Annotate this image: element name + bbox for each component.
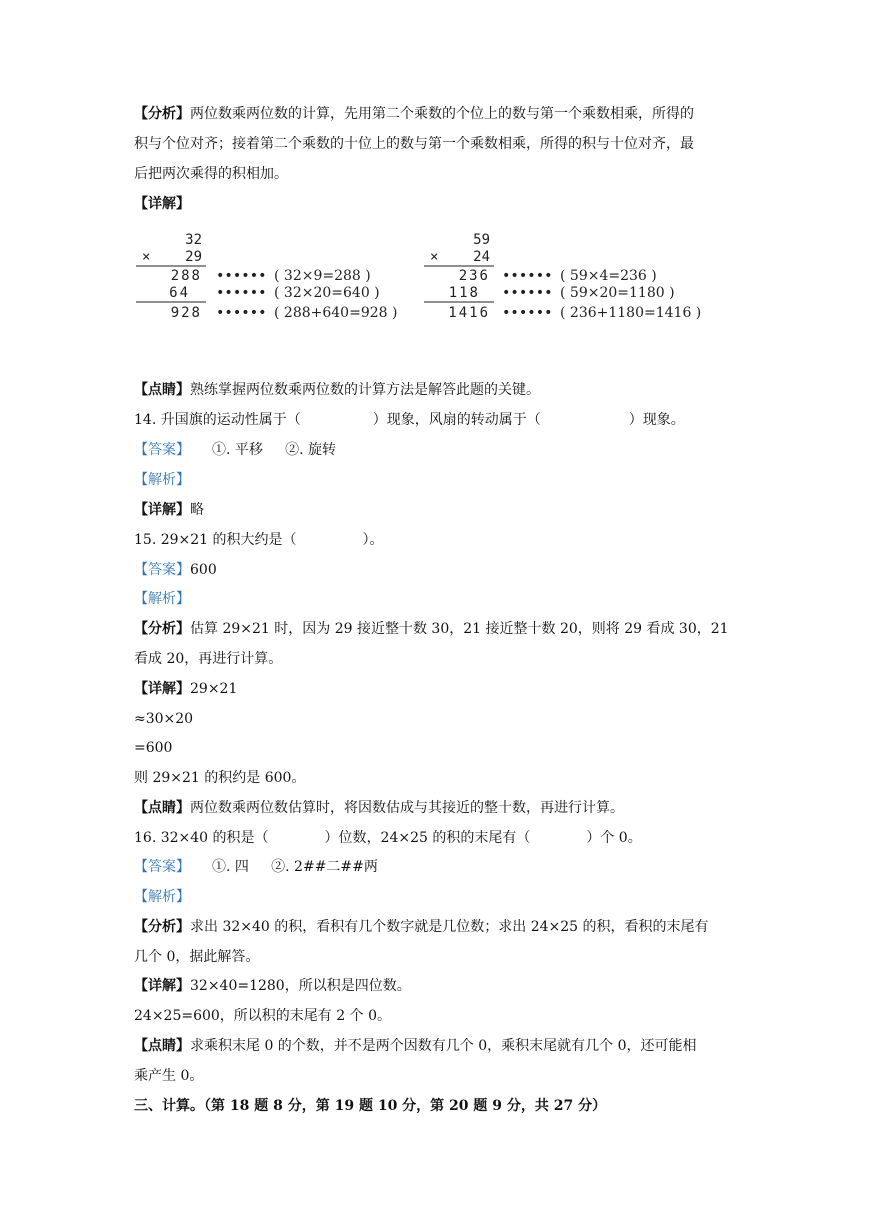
calc2-sign: ×	[430, 249, 439, 265]
calc1-dots-1: ••••••	[216, 268, 267, 284]
point-tag: 【点睛】	[134, 1038, 190, 1054]
q15-text-a: 15. 29×21 的积大约是（	[134, 532, 297, 548]
q14-answer: ①. 平移 ②. 旋转	[212, 442, 337, 458]
answer-tag: 【答案】	[134, 859, 190, 875]
detail-tag: 【详解】	[134, 978, 190, 994]
q16-analysis-tag: 【解析】	[134, 889, 190, 905]
q16-detail-line-1	[134, 976, 411, 996]
q14-analysis-tag: 【解析】	[134, 472, 190, 488]
analysis-line-2: 积与个位对齐；接着第二个乘数的十位上的数与第一个乘数相乘，所得的积与十位对齐，最	[134, 136, 694, 152]
q15-analysis-tag: 【解析】	[134, 591, 190, 607]
calc1-dots-2: ••••••	[216, 285, 267, 301]
analysis-line-3: 后把两次乘得的积相加。	[134, 166, 288, 182]
question-16	[134, 828, 642, 848]
fenxi-tag: 【分析】	[134, 919, 190, 935]
analysis-tag: 【分析】	[134, 106, 190, 122]
q14-answer-line	[134, 440, 336, 460]
detail-tag: 【详解】	[134, 196, 190, 212]
answer-tag: 【答案】	[134, 562, 190, 578]
q16-point-line-2: 乘产生 0。	[134, 1068, 204, 1084]
calc1-top: 32	[185, 232, 202, 248]
question-14	[134, 410, 685, 430]
vertical-multiplication-figure	[134, 224, 734, 334]
calc1-partial-2: 64	[169, 285, 190, 301]
q16-detail-line-2: 24×25=600，所以积的末尾有 2 个 0。	[134, 1008, 391, 1024]
calc1-dots-3: ••••••	[216, 305, 267, 321]
q16-text-b: ）位数，24×25 的积的末尾有（	[324, 830, 531, 846]
q15-fenxi-line-1	[134, 619, 729, 639]
q16-point-line-1	[134, 1036, 697, 1056]
calc2-dots-1: ••••••	[502, 268, 553, 284]
point-tag: 【点睛】	[134, 800, 190, 816]
q16-answer-line	[134, 857, 378, 877]
calc2-dots-2: ••••••	[502, 285, 553, 301]
calc1-note-1: ( 32×9=288 )	[274, 268, 371, 284]
q15-answer: 600	[190, 562, 217, 578]
q16-detail-text: 32×40=1280，所以积是四位数。	[190, 978, 411, 994]
detail-tag: 【详解】	[134, 681, 190, 697]
calc1-note-2: ( 32×20=640 )	[274, 285, 380, 301]
q15-detail-line-1	[134, 679, 237, 699]
q14-text-b: ）现象，风扇的转动属于（	[372, 412, 541, 428]
q16-point-text: 求乘积末尾 0 的个数，并不是两个因数有几个 0，乘积末尾就有几个 0，还可能相	[190, 1038, 697, 1054]
q16-fenxi-line-1	[134, 917, 709, 937]
point-text: 熟练掌握两位数乘两位数的计算方法是解答此题的关键。	[190, 382, 540, 398]
q14-detail-line	[134, 500, 204, 520]
calc1-total: 928	[170, 305, 202, 321]
detail-tag: 【详解】	[134, 502, 190, 518]
q16-text-c: ）个 0。	[586, 830, 642, 846]
analysis-line-1	[134, 104, 694, 124]
question-15	[134, 530, 384, 550]
q16-fenxi-line-2: 几个 0，据此解答。	[134, 949, 260, 965]
point-line-13	[134, 380, 540, 400]
q15-detail-text: 29×21	[190, 681, 238, 697]
calc2-top: 59	[473, 232, 490, 248]
section-3-title: 三、计算。（第 18 题 8 分，第 19 题 10 分，第 20 题 9 分，共 27 分）	[134, 1098, 607, 1114]
q15-point: 两位数乘两位数估算时，将因数估成与其接近的整十数，再进行计算。	[190, 800, 624, 816]
q15-point-line	[134, 798, 624, 818]
calc1-note-3: ( 288+640=928 )	[274, 305, 398, 321]
q15-fenxi-line-2: 看成 20，再进行计算。	[134, 651, 283, 667]
calc1-partial-1: 288	[170, 268, 202, 284]
q15-fenxi-text: 估算 29×21 时，因为 29 接近整十数 30，21 接近整十数 20，则将 29 看成 30，21	[190, 621, 729, 637]
point-tag: 【点睛】	[134, 382, 190, 398]
calc2-total: 1416	[448, 305, 490, 321]
q16-text-a: 16. 32×40 的积是（	[134, 830, 269, 846]
q14-text-a: 14. 升国旗的运动性属于（	[134, 412, 301, 428]
q15-text-b: ）。	[362, 532, 384, 548]
calc2-note-3: ( 236+1180=1416 )	[560, 305, 702, 321]
q14-detail: 略	[190, 502, 204, 518]
fenxi-tag: 【分析】	[134, 621, 190, 637]
calc2-partial-1: 236	[458, 268, 490, 284]
calc2-partial-2: 118	[448, 285, 480, 301]
calc2-note-1: ( 59×4=236 )	[560, 268, 657, 284]
calc2-note-2: ( 59×20=1180 )	[560, 285, 675, 301]
analysis-text: 两位数乘两位数的计算，先用第二个乘数的个位上的数与第一个乘数相乘，所得的	[190, 106, 694, 122]
calc1-sign: ×	[142, 249, 151, 265]
q15-detail-line-2: ≈30×20	[134, 711, 194, 727]
answer-tag: 【答案】	[134, 442, 190, 458]
q15-detail-line-4: 则 29×21 的积约是 600。	[134, 770, 306, 786]
q15-answer-line	[134, 560, 217, 580]
q14-text-c: ）现象。	[628, 412, 685, 428]
calc2-dots-3: ••••••	[502, 305, 553, 321]
q16-fenxi-text: 求出 32×40 的积，看积有几个数字就是几位数；求出 24×25 的积，看积的末尾有	[190, 919, 709, 935]
calc1-bottom: 29	[185, 249, 202, 265]
q16-answer: ①. 四 ②. 2##二##两	[212, 859, 378, 875]
q15-detail-line-3: =600	[134, 740, 173, 756]
calc2-bottom: 24	[473, 249, 490, 265]
